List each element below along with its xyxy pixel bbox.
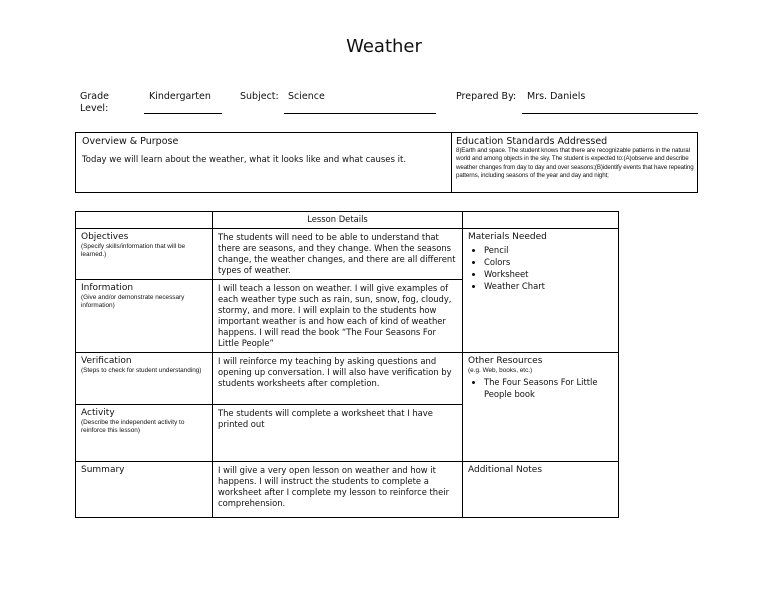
activity-label-cell [76, 405, 213, 462]
page-title: Weather [346, 36, 422, 57]
objectives-label-cell [76, 229, 213, 280]
list-item: • Weather Chart [484, 280, 613, 292]
information-sub: (Give and/or demonstrate necessary information) [81, 294, 185, 309]
notes-label: Additional Notes [468, 465, 543, 475]
materials-label: Materials Needed [468, 232, 547, 242]
overview-title: Overview & Purpose [82, 136, 179, 147]
subject-value: Science [288, 91, 325, 102]
resources-cell [463, 353, 619, 462]
grade-value: Kindergarten [149, 91, 211, 102]
objectives-label: Objectives [81, 232, 129, 242]
table-row [76, 229, 619, 280]
list-item: • Colors [484, 256, 613, 268]
list-item: • Pencil [484, 244, 613, 256]
prepared-underline [522, 113, 698, 114]
resources-label: Other Resources [468, 356, 543, 366]
overview-standards-box [75, 132, 698, 193]
prepared-by-value: Mrs. Daniels [527, 91, 586, 102]
verification-label: Verification [81, 356, 132, 366]
table-row [76, 353, 619, 405]
standards-title: Education Standards Addressed [456, 136, 608, 147]
standards-text: 8)Earth and space. The student knows that there are recognizable patterns in the natural world and among objects in the sky. The student is expected to:(A)observe and describe weather changes from day to day and over seasons;(B)identify events that have repeating patterns, including seasons of the year and day and night; [456, 147, 694, 180]
objectives-sub: (Specify skills/information that will be learned.) [81, 243, 186, 258]
notes-cell [463, 462, 619, 518]
list-item: • Worksheet [484, 268, 613, 280]
overview-text: Today we will learn about the weather, what it looks like and what causes it. [82, 155, 407, 165]
activity-text: The students will complete a worksheet that I have printed out [213, 405, 463, 462]
verification-text: I will reinforce my teaching by asking questions and opening up conversation. I will also have verification by students worksheets after completion. [213, 353, 463, 405]
box-divider [451, 133, 452, 192]
verification-label-cell [76, 353, 213, 405]
empty-cell [463, 212, 619, 229]
resources-sub: (e.g. Web, books, etc.) [468, 367, 533, 374]
activity-sub: (Describe the independent activity to reinforce this lesson) [81, 419, 185, 434]
summary-label-cell [76, 462, 213, 518]
summary-label: Summary [81, 465, 125, 475]
activity-label: Activity [81, 408, 115, 418]
grade-level-label: Grade Level: [80, 91, 109, 114]
summary-text: I will give a very open lesson on weather and how it happens. I will instruct the students to complete a worksheet after I complete my lesson to reinforce their comprehension. [213, 462, 463, 518]
lesson-details-table [75, 211, 619, 518]
subject-label: Subject: [240, 91, 279, 102]
table-row [76, 462, 619, 518]
information-label-cell [76, 280, 213, 353]
list-item: • The Four Seasons For Little People book [484, 376, 613, 400]
verification-sub: (Steps to check for student understanding) [81, 367, 202, 374]
resources-list [468, 376, 613, 400]
materials-cell [463, 229, 619, 353]
table-row [76, 212, 619, 229]
grade-underline [144, 113, 222, 114]
empty-cell [76, 212, 213, 229]
prepared-by-label: Prepared By: [456, 91, 517, 102]
materials-list [468, 244, 613, 292]
information-label: Information [81, 283, 134, 293]
information-text: I will teach a lesson on weather. I will give examples of each weather type such as rain, sun, snow, fog, cloudy, stormy, and more. I will explain to the students how important weather is and how each of kind of weather happens. I will read the book “The Four Seasons For Little People” [213, 280, 463, 353]
lesson-details-header: Lesson Details [213, 212, 463, 229]
subject-underline [284, 113, 436, 114]
objectives-text: The students will need to be able to understand that there are seasons, and they change. When the seasons change, the weather changes, and there are all different types of weather. [213, 229, 463, 280]
